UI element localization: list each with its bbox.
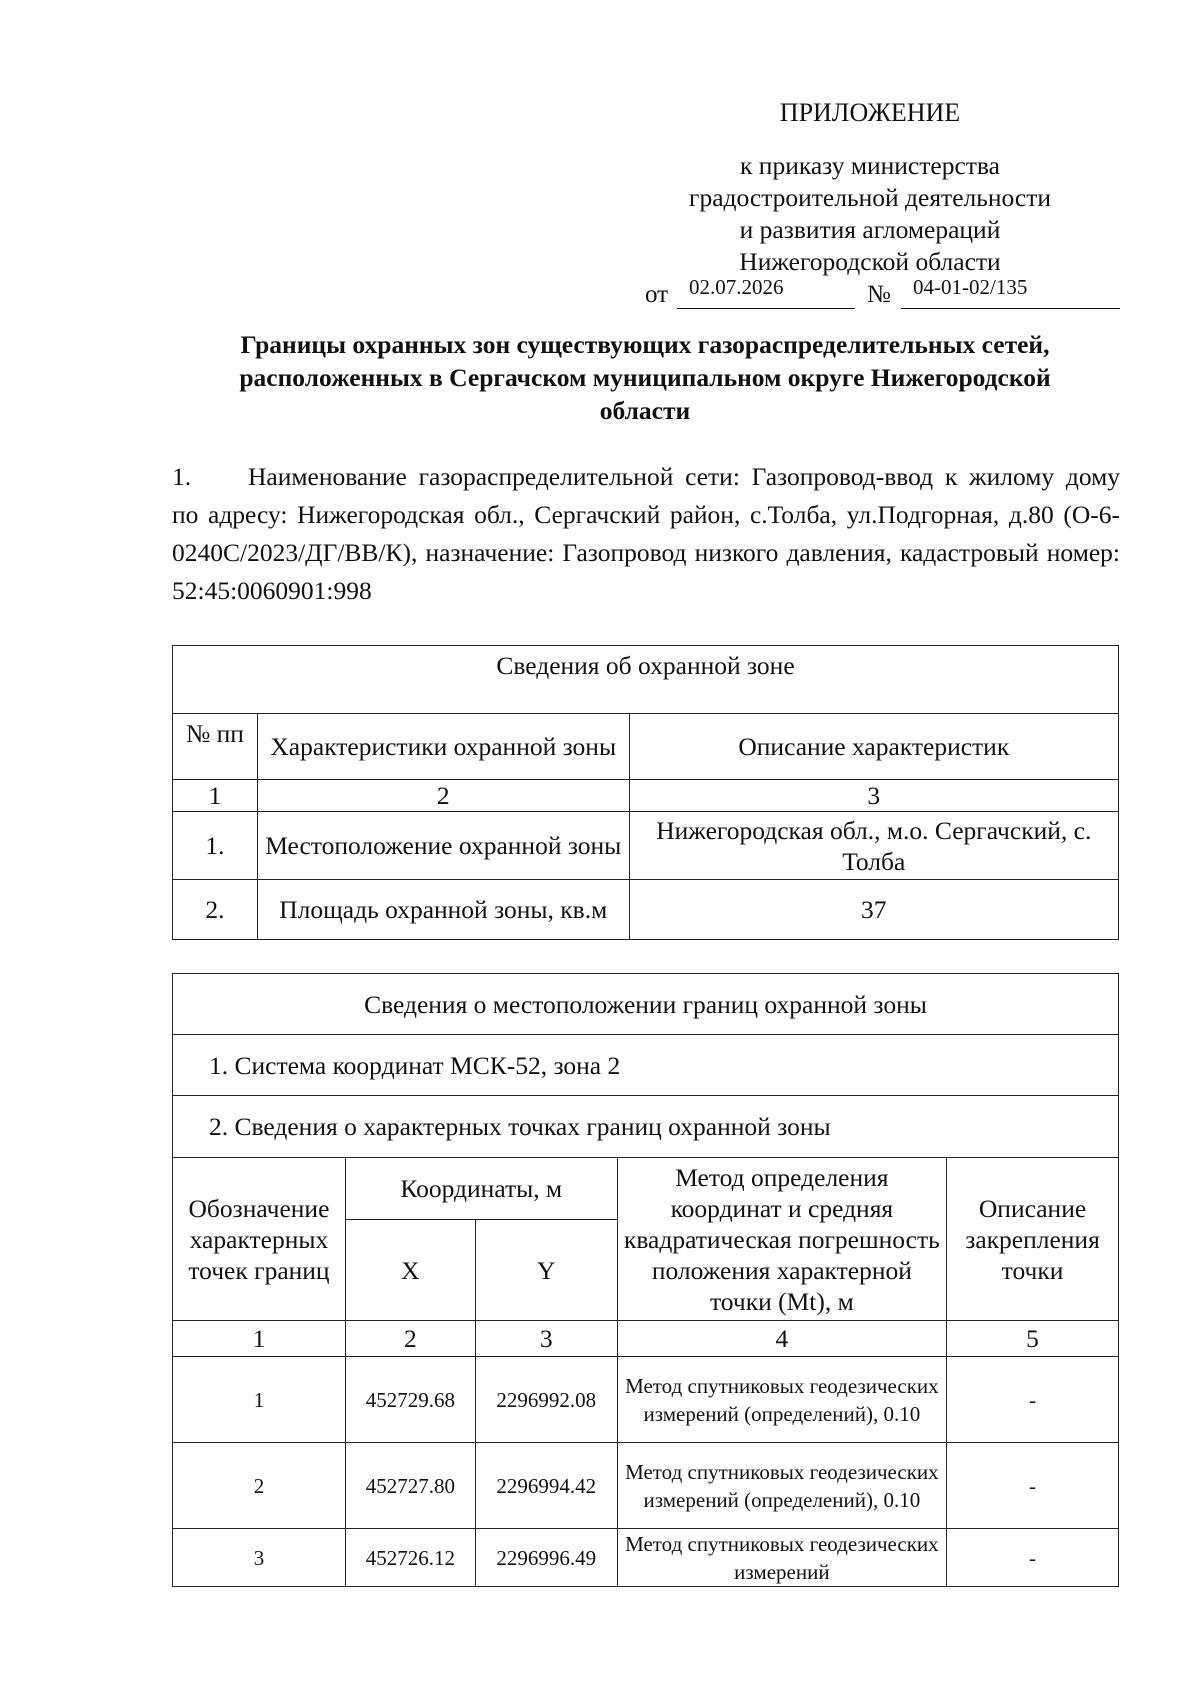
point-id: 3 <box>173 1529 346 1587</box>
appendix-line-3: и развития агломераций <box>739 215 1001 244</box>
table-row <box>173 1529 1119 1587</box>
boundary-info-table <box>172 973 1119 1587</box>
zone-table-caption: Сведения об охранной зоне <box>173 646 1119 714</box>
order-date-number-row <box>645 275 1120 311</box>
point-y: 2296996.49 <box>475 1529 617 1587</box>
boundary-index-cell: 3 <box>475 1321 617 1357</box>
zone-row-characteristic: Площадь охранной зоны, кв.м <box>257 880 629 940</box>
zone-row-num: 1. <box>173 812 258 880</box>
table-row <box>173 1357 1119 1443</box>
header-coordinates: Координаты, м <box>345 1158 617 1220</box>
table-row <box>173 1443 1119 1529</box>
zone-row-description: 37 <box>629 880 1118 940</box>
zone-header-description: Описание характеристик <box>629 714 1118 780</box>
point-fixing: - <box>947 1529 1119 1587</box>
table-row <box>173 880 1119 940</box>
boundary-table-caption: Сведения о местоположении границ охранной зоны <box>173 974 1119 1035</box>
point-x: 452729.68 <box>345 1357 475 1443</box>
header-fixing: Описание закрепления точки <box>947 1158 1119 1321</box>
point-x: 452727.80 <box>345 1443 475 1529</box>
table-row <box>173 812 1119 880</box>
zone-row-description: Нижегородская обл., м.о. Сергачский, с. Толба <box>629 812 1118 880</box>
boundary-index-cell: 2 <box>345 1321 475 1357</box>
zone-info-table <box>172 645 1119 940</box>
point-fixing: - <box>947 1357 1119 1443</box>
zone-row-characteristic: Местоположение охранной зоны <box>257 812 629 880</box>
zone-index-cell: 2 <box>257 780 629 812</box>
point-method: Метод спутниковых геодезических измерений (определений), 0.10 <box>617 1357 946 1443</box>
coordinate-system: 1. Система координат МСК-52, зона 2 <box>173 1035 1119 1096</box>
appendix-title: ПРИЛОЖЕНИЕ <box>779 98 961 127</box>
zone-index-cell: 3 <box>629 780 1118 812</box>
number-underline <box>901 308 1120 309</box>
boundary-index-cell: 1 <box>173 1321 346 1357</box>
zone-header-num: № пп <box>173 714 258 780</box>
date-label: от <box>645 281 669 308</box>
point-method: Метод спутниковых геодезических измерений <box>617 1529 946 1587</box>
point-method: Метод спутниковых геодезических измерений (определений), 0.10 <box>617 1443 946 1529</box>
point-id: 1 <box>173 1357 346 1443</box>
point-y: 2296994.42 <box>475 1443 617 1529</box>
boundary-index-cell: 4 <box>617 1321 946 1357</box>
item-text: Наименование газораспределительной сети: Газопровод-ввод к жилому дому по адресу: Нижегородская обл., Сергачский район, с.Толба, ул.Подгорная, д.80 (О-6-0240С/2023/ДГ/ВВ/К), назначение: Газопровод низкого давления, кадастровый номер: 52:45:0060901:998 <box>172 462 1120 605</box>
header-method: Метод определения координат и средняя квадратическая погрешность положения характерной точки (Mt), м <box>617 1158 946 1321</box>
appendix-line-2: градостроительной деятельности <box>688 183 1052 212</box>
order-number: 04-01-02/135 <box>913 275 1028 299</box>
point-id: 2 <box>173 1443 346 1529</box>
header-y: Y <box>475 1220 617 1321</box>
order-date: 02.07.2026 <box>689 275 784 299</box>
zone-row-num: 2. <box>173 880 258 940</box>
zone-header-characteristics: Характеристики охранной зоны <box>257 714 629 780</box>
appendix-line-1: к приказу министерства <box>740 151 1000 180</box>
zone-index-cell: 1 <box>173 780 258 812</box>
points-section-title: 2. Сведения о характерных точках границ охранной зоны <box>173 1096 1119 1158</box>
date-underline <box>677 308 855 309</box>
header-x: X <box>345 1220 475 1321</box>
boundary-index-cell: 5 <box>947 1321 1119 1357</box>
point-x: 452726.12 <box>345 1529 475 1587</box>
appendix-line-4: Нижегородской области <box>739 247 1001 276</box>
item-number: 1. <box>172 462 192 491</box>
point-y: 2296992.08 <box>475 1357 617 1443</box>
header-point-designation: Обозначение характерных точек границ <box>173 1158 346 1321</box>
number-label: № <box>867 281 891 308</box>
document-title: Границы охранных зон существующих газораспределительных сетей, расположенных в Сергачском муниципальном округе Нижегородской области <box>239 330 1051 425</box>
point-fixing: - <box>947 1443 1119 1529</box>
gas-network-description <box>172 458 1120 610</box>
